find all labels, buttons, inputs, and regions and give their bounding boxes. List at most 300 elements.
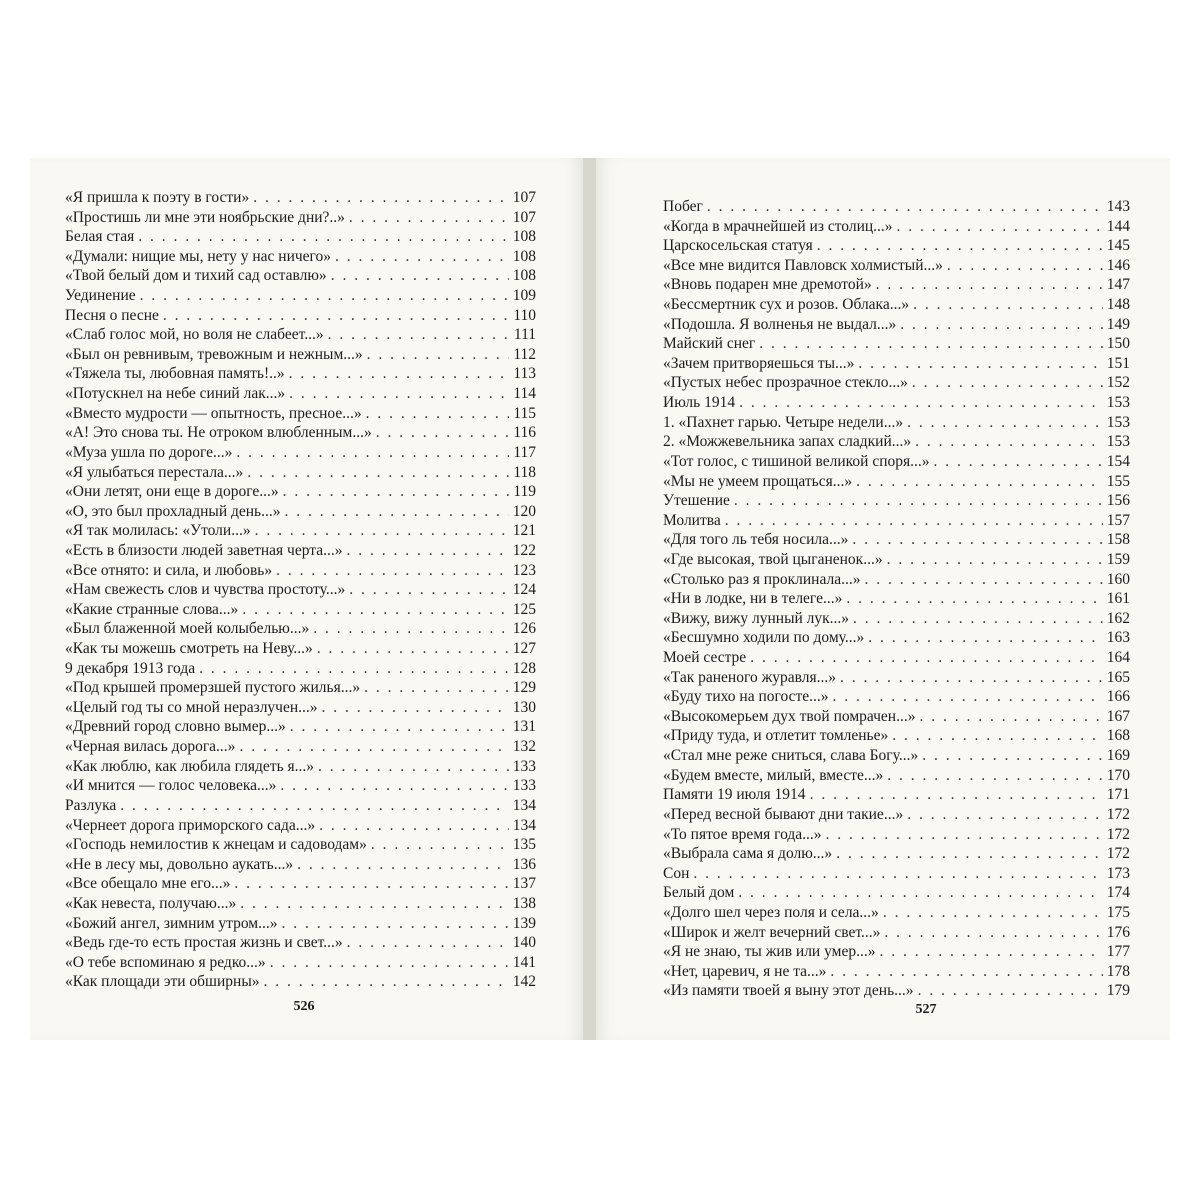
entry-title: «Нет, царевич, я не та...» [663, 962, 827, 980]
dot-leader [887, 766, 1103, 786]
entry-page-number: 131 [512, 718, 536, 736]
dot-leader [290, 717, 509, 737]
entry-title: «Когда в мрачнейшей из столиц...» [663, 217, 893, 235]
entry-page-number: 178 [1106, 962, 1130, 980]
toc-entry [65, 874, 536, 894]
entry-title: «Древний город словно вымер...» [65, 718, 286, 736]
dot-leader [283, 482, 509, 502]
toc-entry [663, 942, 1130, 962]
toc-entry [65, 345, 536, 365]
entry-title: Царскосельская статуя [663, 237, 813, 255]
dot-leader [858, 354, 1103, 374]
entry-page-number: 154 [1106, 452, 1130, 470]
dot-leader [868, 628, 1103, 648]
entry-title: «Есть в близости людей заветная черта...» [65, 541, 343, 559]
toc-entry [663, 687, 1130, 707]
dot-leader [856, 472, 1103, 492]
entry-title: «Я так молилась: «Утоли...» [65, 522, 251, 540]
toc-entry [65, 953, 536, 973]
entry-page-number: 108 [512, 247, 536, 265]
entry-title: «Выбрала сама я долю...» [663, 845, 833, 863]
entry-title: 9 декабря 1913 года [65, 659, 196, 677]
right-page [596, 158, 1170, 1040]
entry-title: «Для того ль тебя носила...» [663, 531, 849, 549]
dot-leader [934, 452, 1103, 472]
dot-leader [120, 796, 509, 816]
left-page-number: 526 [293, 999, 315, 1014]
dot-leader [707, 197, 1103, 217]
dot-leader [840, 668, 1103, 688]
entry-title: «Зачем притворяешься ты...» [663, 354, 855, 372]
entry-page-number: 116 [513, 424, 536, 442]
entry-title: Разлука [65, 796, 117, 814]
entry-page-number: 150 [1106, 335, 1130, 353]
entry-title: «Под крышей промерзшей пустого жилья...» [65, 679, 361, 697]
entry-title: «Как площади эти обширны» [65, 973, 260, 991]
toc-entry [663, 530, 1130, 550]
dot-leader [239, 737, 509, 757]
dot-leader [887, 550, 1103, 570]
entry-page-number: 164 [1106, 649, 1130, 667]
entry-title: «Я не знаю, ты жив или умер...» [663, 943, 876, 961]
toc-entry [65, 463, 536, 483]
entry-page-number: 151 [1106, 354, 1130, 372]
toc-entry [663, 334, 1130, 354]
toc-entry [663, 923, 1130, 943]
entry-page-number: 136 [512, 855, 536, 873]
toc-entry [65, 835, 536, 855]
entry-title: Сон [663, 864, 690, 882]
entry-title: «Потускнел на небе синий лак...» [65, 385, 286, 403]
entry-page-number: 134 [512, 796, 536, 814]
entry-title: «Вновь подарен мне дремотой» [663, 276, 872, 294]
toc-entry [65, 717, 536, 737]
right-toc-list [663, 197, 1130, 1001]
dot-leader [313, 619, 509, 639]
dot-leader [912, 373, 1103, 393]
entry-title: «О, это был прохладный день...» [65, 502, 281, 520]
entry-page-number: 165 [1106, 668, 1130, 686]
toc-entry [65, 619, 536, 639]
dot-leader [725, 511, 1103, 531]
toc-entry [663, 962, 1130, 982]
entry-page-number: 157 [1106, 511, 1130, 529]
entry-page-number: 149 [1106, 315, 1130, 333]
dot-leader [285, 502, 510, 522]
entry-title: «Муза ушла по дороге...» [65, 443, 233, 461]
toc-entry [663, 393, 1130, 413]
entry-page-number: 155 [1106, 472, 1130, 490]
dot-leader [335, 247, 509, 267]
toc-entry [65, 443, 536, 463]
entry-page-number: 171 [1106, 786, 1130, 804]
toc-entry [65, 502, 536, 522]
entry-title: «То пятое время года...» [663, 825, 822, 843]
entry-page-number: 172 [1106, 825, 1130, 843]
toc-entry [663, 825, 1130, 845]
entry-title: «Приду туда, и отлетит томленье» [663, 727, 889, 745]
entry-title: «Вместо мудрости — опытность, пресное...» [65, 404, 362, 422]
toc-entry [65, 247, 536, 267]
dot-leader [349, 580, 509, 600]
toc-entry [65, 227, 536, 247]
dot-leader [276, 561, 509, 581]
entry-title: «Нам свежесть слов и чувства простоту...» [65, 581, 346, 599]
entry-page-number: 163 [1106, 629, 1130, 647]
entry-title: «Долго шел через поля и села...» [663, 903, 879, 921]
dot-leader [297, 855, 509, 875]
dot-leader [242, 600, 509, 620]
entry-title: «Они летят, они еще в дороге...» [65, 483, 279, 501]
toc-entry [65, 208, 536, 228]
toc-entry [65, 894, 536, 914]
toc-entry [65, 423, 536, 443]
entry-page-number: 121 [512, 522, 536, 540]
entry-title: «Так раненого журавля...» [663, 668, 837, 686]
entry-page-number: 127 [512, 640, 536, 658]
entry-title: «Я пришла к поэту в гости» [65, 189, 250, 206]
entry-title: «Божий ангел, зимним утром...» [65, 914, 278, 932]
entry-page-number: 113 [513, 365, 536, 383]
entry-page-number: 168 [1106, 727, 1130, 745]
entry-page-number: 119 [513, 483, 536, 501]
entry-page-number: 176 [1106, 923, 1130, 941]
dot-leader [289, 364, 509, 384]
dot-leader [331, 266, 509, 286]
entry-title: «Из памяти твоей я выну этот день...» [663, 982, 914, 1000]
dot-leader [884, 923, 1103, 943]
dot-leader [234, 874, 509, 894]
toc-entry [65, 639, 536, 659]
toc-entry [663, 373, 1130, 393]
dot-leader [830, 962, 1103, 982]
entry-page-number: 160 [1106, 570, 1130, 588]
entry-page-number: 118 [513, 463, 536, 481]
entry-title: Июль 1914 [663, 394, 736, 412]
toc-entry [663, 844, 1130, 864]
entry-page-number: 107 [512, 208, 536, 226]
entry-title: «Простишь ли мне эти ноябрьские дни?..» [65, 208, 345, 226]
toc-entry [65, 972, 536, 992]
entry-title: Памяти 19 июля 1914 [663, 786, 806, 804]
dot-leader [281, 914, 509, 934]
toc-entry [663, 354, 1130, 374]
dot-leader [240, 894, 509, 914]
entry-title: «Тяжела ты, любовная память!..» [65, 365, 285, 383]
entry-title: «Все отнято: и сила, и любовь» [65, 561, 273, 579]
dot-leader [318, 757, 509, 777]
entry-title: «Какие странные слова...» [65, 600, 239, 618]
entry-page-number: 123 [512, 561, 536, 579]
entry-title: «Буду тихо на погосте...» [663, 688, 829, 706]
entry-page-number: 144 [1106, 217, 1130, 235]
entry-page-number: 109 [512, 287, 536, 305]
entry-title: «Пустых небес прозрачное стекло...» [663, 374, 908, 392]
toc-entry [663, 628, 1130, 648]
entry-page-number: 141 [512, 953, 536, 971]
toc-entry [663, 432, 1130, 452]
entry-title: «Все обещало мне его...» [65, 875, 231, 893]
dot-leader [947, 256, 1103, 276]
dot-leader [270, 953, 509, 973]
entry-title: «Бессмертник сух и розов. Облака...» [663, 296, 910, 314]
entry-page-number: 153 [1106, 413, 1130, 431]
entry-title: Белый дом [663, 884, 735, 902]
entry-page-number: 143 [1106, 198, 1130, 215]
entry-title: «Как люблю, как любила глядеть я...» [65, 757, 315, 775]
toc-entry [663, 570, 1130, 590]
dot-leader [826, 825, 1103, 845]
toc-entry [65, 266, 536, 286]
toc-entry [663, 472, 1130, 492]
toc-entry [65, 364, 536, 384]
entry-page-number: 120 [512, 502, 536, 520]
entry-title: «Твой белый дом и тихий сад оставлю» [65, 267, 327, 285]
entry-page-number: 134 [512, 816, 536, 834]
toc-entry [65, 521, 536, 541]
entry-page-number: 145 [1106, 237, 1130, 255]
toc-entry [65, 776, 536, 796]
dot-leader [280, 776, 509, 796]
dot-leader [907, 805, 1103, 825]
entry-page-number: 147 [1106, 276, 1130, 294]
toc-entry [663, 726, 1130, 746]
dot-leader [739, 393, 1103, 413]
toc-entry [65, 541, 536, 561]
entry-page-number: 133 [512, 777, 536, 795]
entry-page-number: 161 [1106, 590, 1130, 608]
dot-leader [319, 816, 509, 836]
dot-leader [199, 659, 509, 679]
entry-page-number: 177 [1106, 943, 1130, 961]
toc-entry [663, 275, 1130, 295]
entry-page-number: 122 [512, 541, 536, 559]
book-spread [30, 158, 1170, 1040]
entry-title: «Где высокая, твой цыганенок...» [663, 550, 883, 568]
entry-title: 1. «Пахнет гарью. Четыре недели...» [663, 413, 904, 431]
entry-title: «Я улыбаться перестала...» [65, 463, 244, 481]
toc-entry [65, 757, 536, 777]
entry-title: «Господь немилостив к жнецам и садоводам» [65, 836, 367, 854]
toc-entry [663, 589, 1130, 609]
entry-title: «Ведь где-то есть простая жизнь и свет...» [65, 934, 343, 952]
entry-title: Уединение [65, 287, 136, 305]
entry-page-number: 114 [513, 385, 536, 403]
dot-leader [289, 384, 509, 404]
toc-entry [663, 217, 1130, 237]
entry-title: «Подошла. Я волненья не выдал...» [663, 315, 897, 333]
entry-page-number: 158 [1106, 531, 1130, 549]
toc-entry [663, 295, 1130, 315]
dot-leader [255, 521, 509, 541]
entry-page-number: 129 [512, 679, 536, 697]
toc-entry [65, 325, 536, 345]
toc-entry [65, 855, 536, 875]
entry-page-number: 172 [1106, 805, 1130, 823]
dot-leader [852, 530, 1103, 550]
dot-leader [138, 227, 509, 247]
entry-title: «Бесшумно ходили по дому...» [663, 629, 865, 647]
entry-title: «Черная вилась дорога...» [65, 738, 236, 756]
entry-page-number: 159 [1106, 550, 1130, 568]
book-gutter [583, 158, 596, 1040]
toc-entry [663, 746, 1130, 766]
toc-entry [663, 491, 1130, 511]
dot-leader [853, 609, 1103, 629]
dot-leader [879, 942, 1103, 962]
toc-entry [65, 404, 536, 424]
dot-leader [734, 491, 1103, 511]
entry-page-number: 125 [512, 600, 536, 618]
entry-page-number: 135 [512, 836, 536, 854]
entry-page-number: 139 [512, 914, 536, 932]
dot-leader [322, 698, 509, 718]
dot-leader [347, 933, 509, 953]
dot-leader [876, 275, 1103, 295]
left-toc-list [65, 188, 536, 992]
entry-title: «И мнится — голос человека...» [65, 777, 277, 795]
entry-title: «Думали: нищие мы, нету у нас ничего» [65, 247, 332, 265]
entry-title: «Был блаженной моей колыбелью...» [65, 620, 310, 638]
entry-title: «Целый год ты со мной неразлучен...» [65, 698, 318, 716]
toc-entry [663, 315, 1130, 335]
entry-title: «Мы не умеем прощаться...» [663, 472, 853, 490]
entry-page-number: 169 [1106, 747, 1130, 765]
entry-page-number: 153 [1106, 394, 1130, 412]
entry-title: «Будем вместе, милый, вместе...» [663, 766, 884, 784]
toc-entry [663, 981, 1130, 1001]
entry-title: «Широк и желт вечерний свет...» [663, 923, 881, 941]
dot-leader [738, 883, 1103, 903]
entry-title: «Перед весной бывают дни такие...» [663, 805, 904, 823]
dot-leader [900, 315, 1103, 335]
toc-entry [65, 933, 536, 953]
entry-title: Майский снег [663, 335, 756, 353]
entry-page-number: 128 [512, 659, 536, 677]
toc-entry [65, 561, 536, 581]
dot-leader [913, 295, 1103, 315]
entry-title: «Тот голос, с тишиной великой споря...» [663, 452, 930, 470]
toc-entry [663, 785, 1130, 805]
entry-page-number: 108 [512, 228, 536, 246]
dot-leader [918, 981, 1103, 1001]
toc-entry [65, 737, 536, 757]
toc-entry [65, 796, 536, 816]
entry-page-number: 175 [1106, 903, 1130, 921]
entry-title: «Как ты можешь смотреть на Неву...» [65, 640, 313, 658]
dot-leader [833, 687, 1103, 707]
entry-page-number: 179 [1106, 982, 1130, 1000]
dot-leader [163, 306, 509, 326]
dot-leader [693, 864, 1103, 884]
toc-entry [65, 678, 536, 698]
entry-title: Молитва [663, 511, 721, 529]
entry-title: «Вижу, вижу лунный лук...» [663, 609, 850, 627]
entry-title: «Как невеста, получаю...» [65, 894, 237, 912]
toc-entry [663, 452, 1130, 472]
entry-page-number: 117 [513, 443, 536, 461]
dot-leader [140, 286, 509, 306]
toc-entry [663, 413, 1130, 433]
entry-title: Побег [663, 198, 703, 215]
toc-entry [663, 256, 1130, 276]
toc-entry [663, 805, 1130, 825]
toc-entry [663, 668, 1130, 688]
dot-leader [846, 589, 1103, 609]
toc-entry [65, 580, 536, 600]
dot-leader [919, 707, 1103, 727]
entry-title: Белая стая [65, 228, 135, 246]
toc-entry [663, 550, 1130, 570]
toc-entry [663, 609, 1130, 629]
toc-entry [663, 511, 1130, 531]
dot-leader [892, 726, 1103, 746]
entry-page-number: 107 [512, 189, 536, 206]
entry-page-number: 148 [1106, 296, 1130, 314]
entry-page-number: 152 [1106, 374, 1130, 392]
dot-leader [883, 903, 1103, 923]
left-page [30, 158, 583, 1040]
entry-page-number: 112 [513, 345, 536, 363]
dot-leader [317, 639, 509, 659]
entry-page-number: 156 [1106, 492, 1130, 510]
entry-page-number: 162 [1106, 609, 1130, 627]
entry-page-number: 133 [512, 757, 536, 775]
dot-leader [759, 334, 1103, 354]
dot-leader [864, 570, 1103, 590]
dot-leader [897, 217, 1103, 237]
entry-title: «Стал мне реже сниться, слава Богу...» [663, 747, 919, 765]
dot-leader [922, 746, 1103, 766]
toc-entry [663, 864, 1130, 884]
entry-page-number: 110 [513, 306, 536, 324]
toc-entry [663, 236, 1130, 256]
entry-title: Песня о песне [65, 306, 159, 324]
entry-page-number: 172 [1106, 845, 1130, 863]
toc-entry [663, 648, 1130, 668]
entry-page-number: 137 [512, 875, 536, 893]
toc-entry [65, 600, 536, 620]
toc-entry [663, 766, 1130, 786]
toc-entry [65, 659, 536, 679]
entry-page-number: 173 [1106, 864, 1130, 882]
entry-page-number: 126 [512, 620, 536, 638]
dot-leader [367, 345, 509, 365]
toc-entry [65, 482, 536, 502]
entry-title: Моей сестре [663, 649, 747, 667]
dot-leader [907, 413, 1103, 433]
toc-entry [65, 914, 536, 934]
toc-entry [663, 197, 1130, 217]
dot-leader [817, 236, 1103, 256]
entry-title: «Столько раз я проклинала...» [663, 570, 861, 588]
entry-title: «Высокомерьем дух твой помрачен...» [663, 707, 916, 725]
entry-title: «Был он ревнивым, тревожным и нежным...» [65, 345, 363, 363]
dot-leader [247, 463, 509, 483]
dot-leader [750, 648, 1103, 668]
entry-title: «О тебе вспоминаю я редко...» [65, 953, 266, 971]
entry-page-number: 130 [512, 698, 536, 716]
dot-leader [836, 844, 1103, 864]
entry-page-number: 174 [1106, 884, 1130, 902]
entry-title: «Ни в лодке, ни в телеге...» [663, 590, 843, 608]
toc-entry [663, 707, 1130, 727]
entry-page-number: 111 [513, 326, 536, 344]
dot-leader [364, 678, 509, 698]
entry-page-number: 140 [512, 934, 536, 952]
dot-leader [264, 972, 510, 992]
dot-leader [810, 785, 1103, 805]
